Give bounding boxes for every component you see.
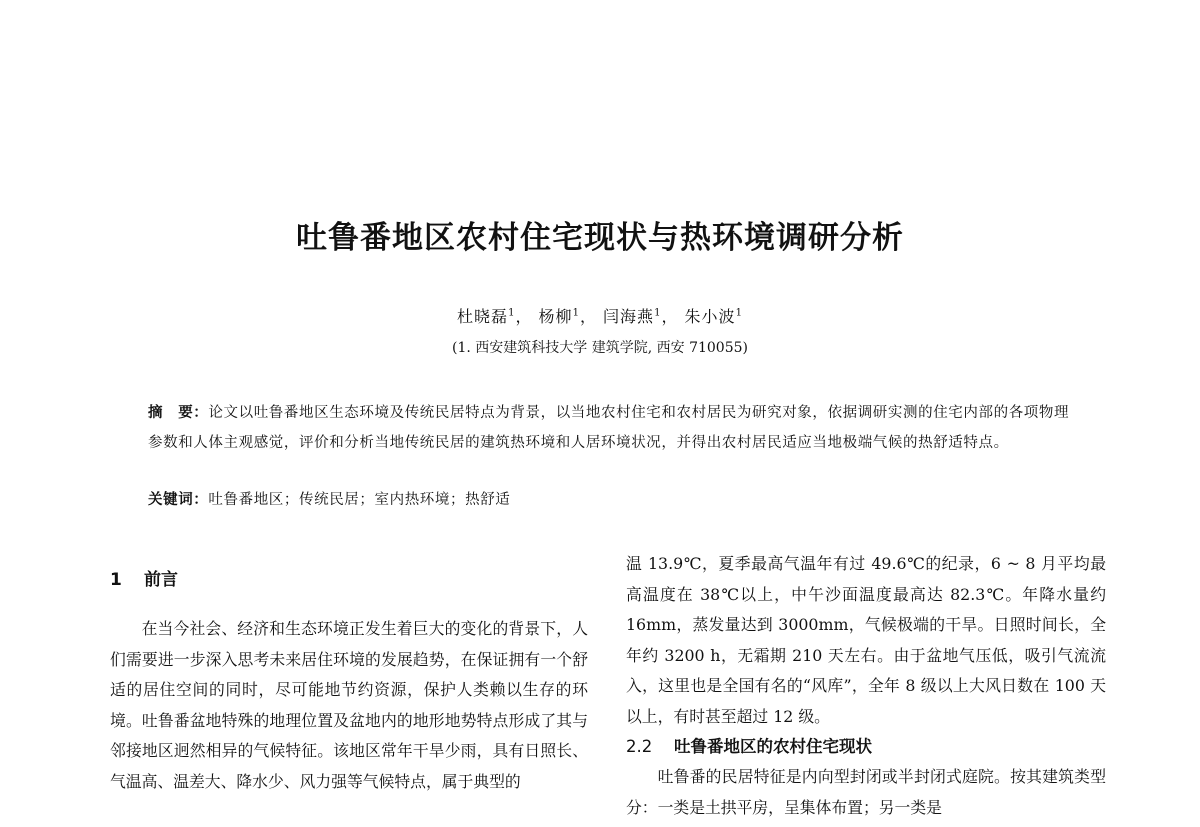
author-name: 杜晓磊 — [457, 307, 509, 326]
section-title: 前言 — [144, 570, 178, 590]
subsection-title: 吐鲁番地区的农村住宅现状 — [674, 737, 872, 756]
keywords-label: 关键词： — [148, 492, 209, 508]
keywords — [148, 488, 1078, 509]
abstract-label: 摘 要： — [148, 405, 209, 421]
subsection-number: 2.2 — [626, 737, 653, 756]
author-name: 朱小波 — [684, 307, 736, 326]
author-affiliation-mark: 1 — [508, 307, 516, 319]
section-number: 1 — [110, 570, 122, 590]
author-affiliation-mark: 1 — [572, 307, 580, 319]
keywords-text: 吐鲁番地区；传统民居；室内热环境；热舒适 — [208, 492, 511, 508]
author-name: 闫海燕 — [603, 307, 655, 326]
author-separator: ， — [661, 307, 679, 326]
author-affiliation-mark: 1 — [735, 307, 743, 319]
author-separator: ， — [515, 307, 533, 326]
author-separator: ， — [579, 307, 597, 326]
author-affiliation-mark: 1 — [654, 307, 662, 319]
intro-paragraph: 在当今社会、经济和生态环境正发生着巨大的变化的背景下，人们需要进一步深入思考未来居住环境的发展趋势，在保证拥有一个舒适的居住空间的同时，尽可能地节约资源，保护人类赖以生存的环境。吐鲁番盆地特殊的地理位置及盆地内的地形地势特点形成了其与邻接地区迥然相异的气候特征。该地区常年干旱少雨，具有日照长、气温高、温差大、降水少、风力强等气候特点，属于典型的 — [110, 619, 588, 791]
paper-title: 吐鲁番地区农村住宅现状与热环境调研分析 — [296, 220, 904, 256]
left-column — [110, 566, 588, 797]
housing-paragraph: 吐鲁番的民居特征是内向型封闭或半封闭式庭院。按其建筑类型分：一类是土拱平房，呈集体布置；另一类是 — [626, 767, 1106, 817]
author-name: 杨柳 — [538, 307, 573, 326]
abstract — [148, 398, 1078, 458]
right-column — [626, 549, 1106, 823]
affiliation: (1. 西安建筑科技大学 建筑学院, 西安 710055) — [452, 340, 748, 356]
climate-paragraph: 温 13.9℃，夏季最高气温年有过 49.6℃的纪录，6 ~ 8 月平均最高温度在 38℃以上，中午沙面温度最高达 82.3℃。年降水量约 16mm，蒸发量达到 3000mm，气候极端的干旱。日照时间长，全年约 3200 h，无霜期 210 天左右。由于盆地气压低，吸引气流流入，这里也是全国有名的“风库”，全年 8 级以上大风日数在 100 天以上，有时甚至超过 12 级。 — [626, 554, 1106, 726]
abstract-text: 论文以吐鲁番地区生态环境及传统民居特点为背景，以当地农村住宅和农村居民为研究对象，依据调研实测的住宅内部的各项物理参数和人体主观感觉，评价和分析当地传统民居的建筑热环境和人居环境状况，并得出农村居民适应当地极端气候的热舒适特点。 — [148, 405, 1070, 451]
section-heading — [110, 566, 588, 594]
subsection-heading — [626, 732, 1106, 762]
author-list — [0, 304, 1200, 327]
